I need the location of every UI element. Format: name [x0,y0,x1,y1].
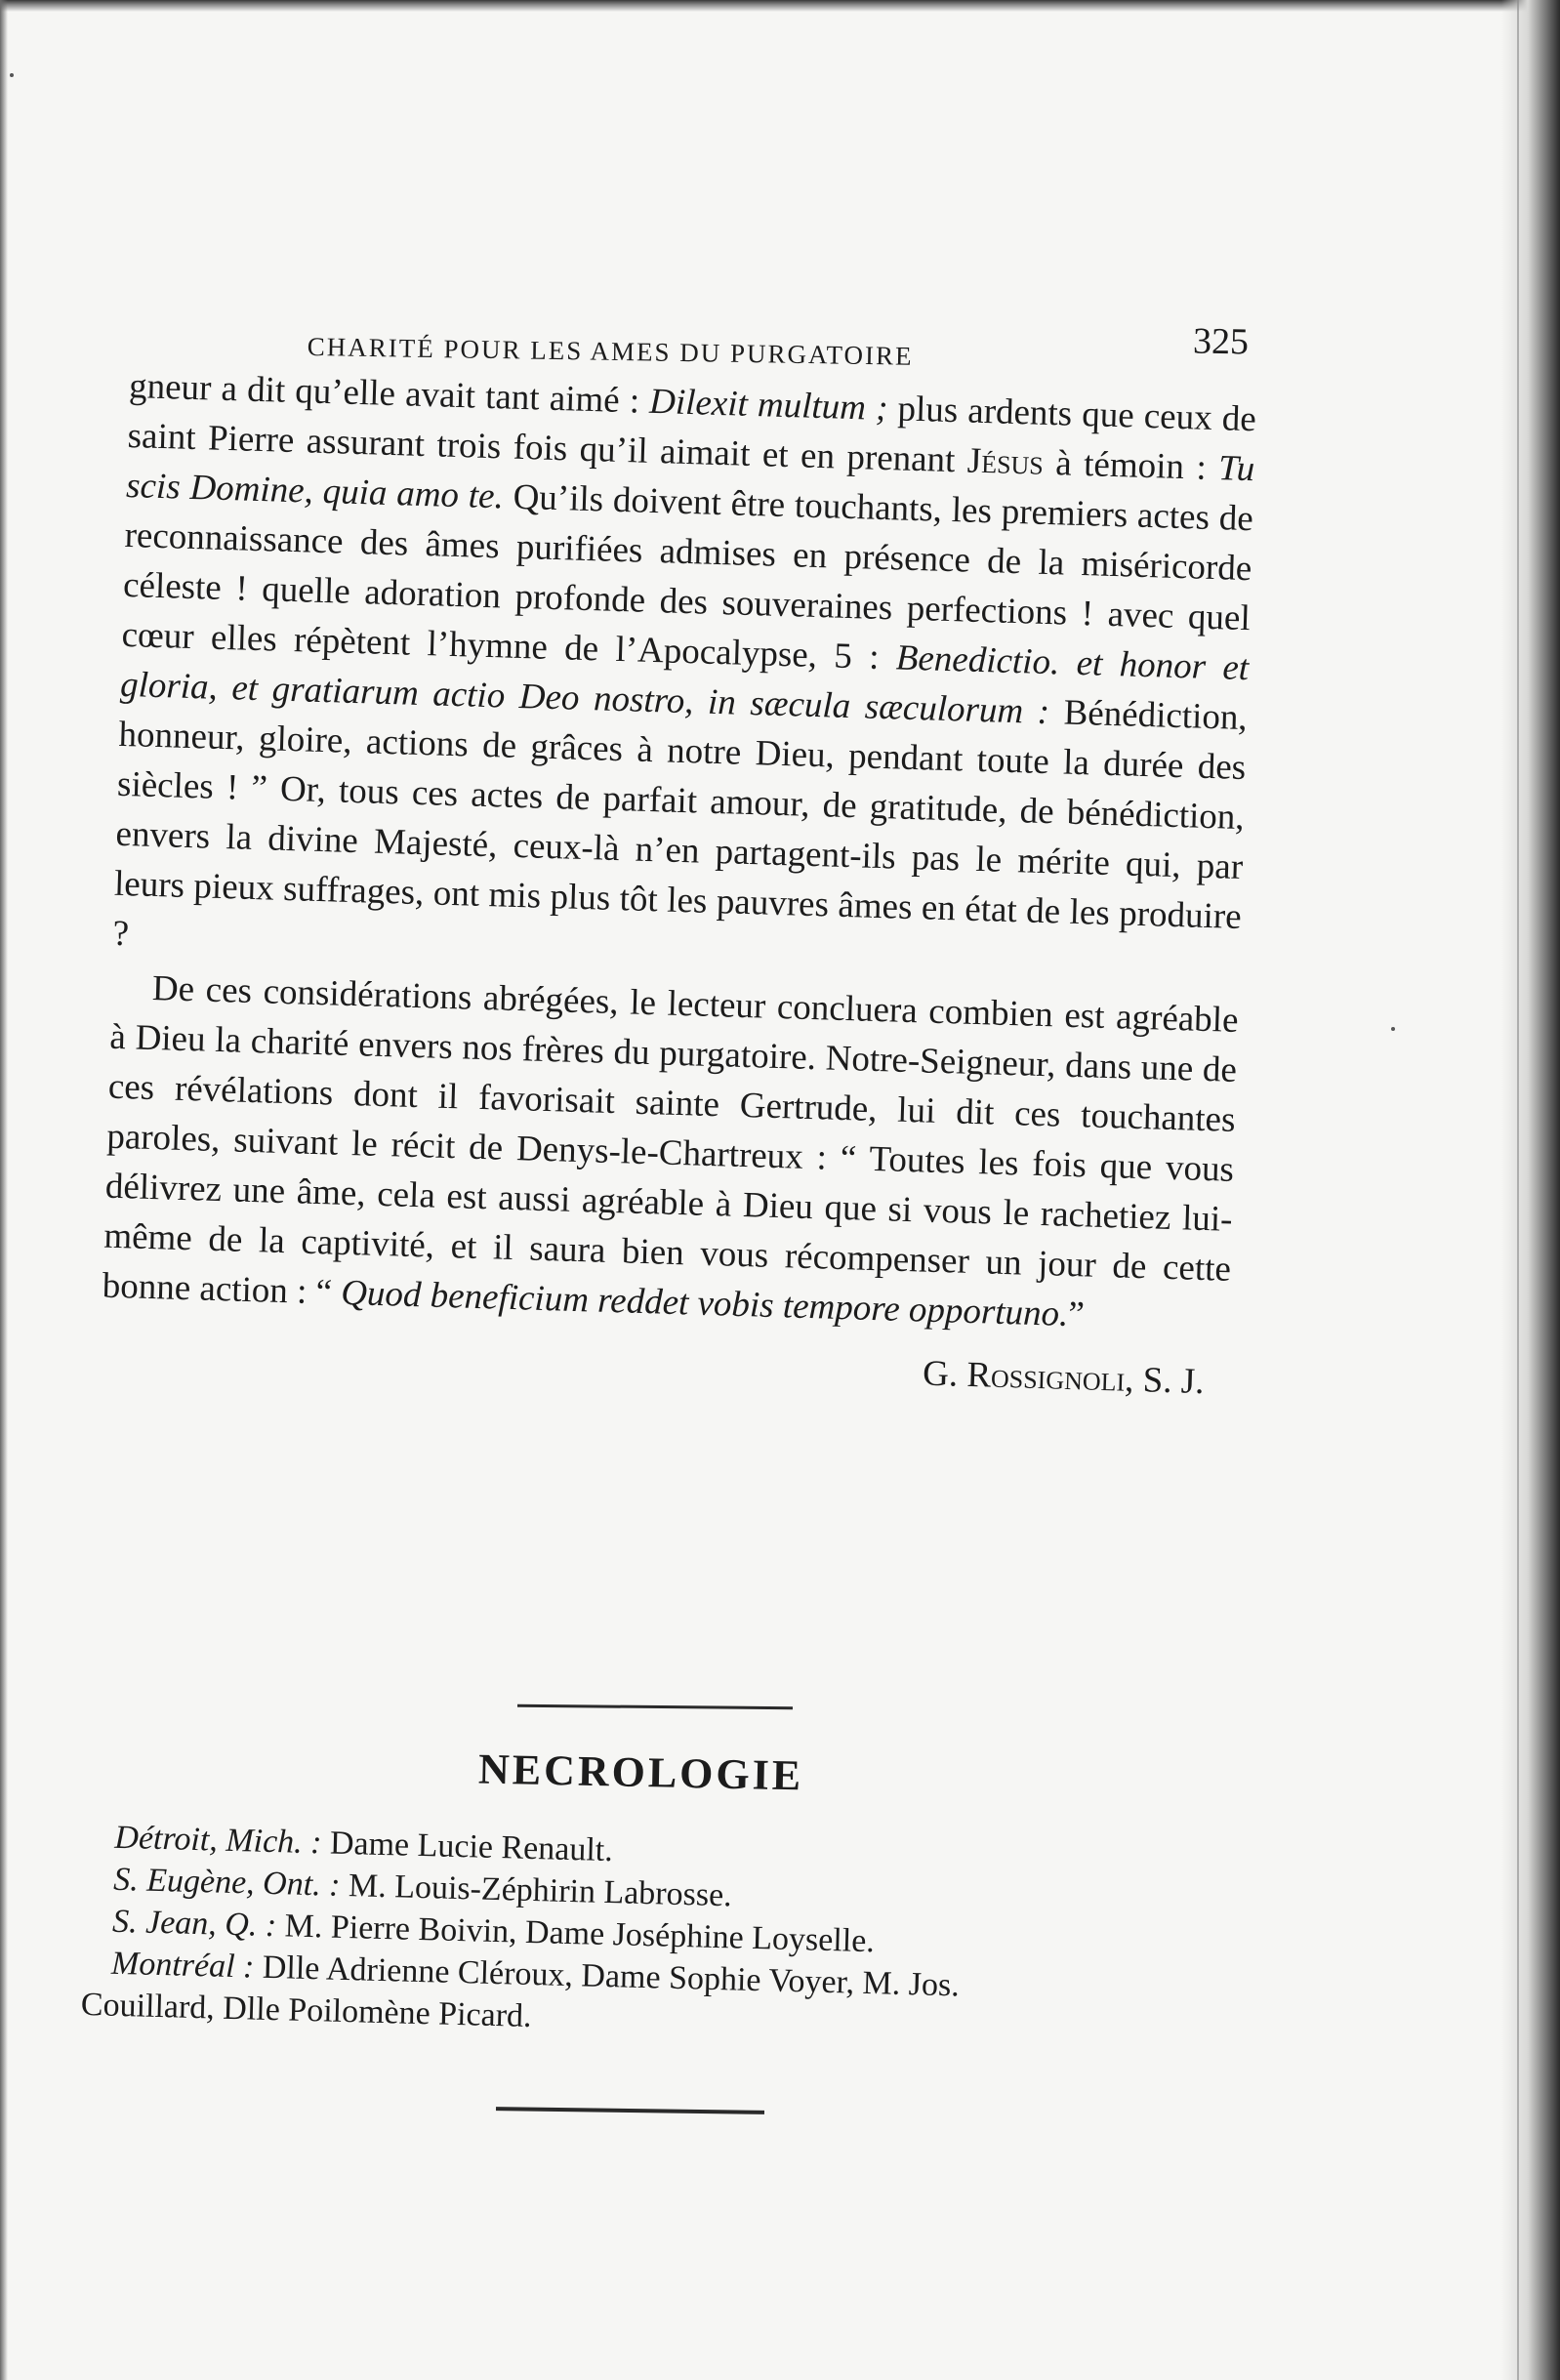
scan-left-edge [0,0,8,2380]
entry-place: Montréal : [110,1945,255,1986]
p2-latin-1: Quod beneficium reddet vobis tempore opportuno. [340,1272,1069,1334]
scan-speck [1391,1027,1395,1031]
entry-names: M. Louis-Zéphirin Labrosse. [340,1867,733,1914]
signature-initial: G. [922,1353,968,1395]
p1-latin-2: Tu scis Domine, quia amo te. [125,448,1255,517]
p1-text-5: Bénédiction, honneur, gloire, actions de grâces à notre Dieu, pendant toute la durée des siècles ! ” Or, tous ces actes de parfait amour, de gratitude, de bénédiction, envers la divine Majesté, ceux-là n’en partagent-ils pas le mérite qui, par leurs pieux suffrages, ont mis plus tôt les pauvres âmes en état de les produire ? [111,692,1249,955]
entry-place: Détroit, Mich. : [113,1819,322,1862]
scan-top-edge [0,0,1560,12]
running-title: CHARITÉ POUR LES AMES DU PURGATOIRE [307,332,914,371]
p2-text-1: De ces considérations abrégées, le lecteur concluera combien est agréable à Dieu la charité envers nos frères du purgatoire. Notre-Seigneur, dans une de ces révélations dont il favorisait sainte Gertrude, lui dit ces touchantes paroles, suivant le récit de Denys-le-Chartreux : “ Toutes les fois que vous délivrez une âme, cela est aussi agréable à Dieu que si vous le rachetiez lui-même de la captivité, et il saura bien vous récompenser un jour de cette bonne action : “ [102,967,1240,1313]
p1-latin-3: Benedictio. et honor et gloria, et gratiarum actio Deo nostro, in sæcula sæculorum : [119,637,1250,733]
section-divider [517,1704,793,1709]
end-divider [496,2107,764,2114]
entry-names: M. Pierre Boivin, Dame Joséphine Loyselle. [275,1908,876,1960]
entry-names: Dame Lucie Renault. [321,1825,614,1869]
signature-suffix: , S. J. [1124,1359,1206,1403]
signature-name: Rossignoli [965,1354,1126,1400]
scan-speck [10,73,14,77]
entry-place: S. Eugène, Ont. : [112,1861,341,1904]
paragraph-2 [102,963,1239,1344]
p1-text-2: plus ardents que ceux de saint Pierre assurant trois fois qu’il aimait et en prenant [127,389,1257,481]
scan-right-edge [1501,0,1560,2380]
entry-place: S. Jean, Q. : [111,1903,277,1945]
necrologie-list [80,1816,1193,2055]
p1-latin-1: Dilexit multum ; [648,381,889,430]
p1-text-1: gneur a dit qu’elle avait tant aimé : [128,365,650,422]
p2-text-2: ” [1067,1293,1086,1335]
necrologie-entry-continuation: Couillard, Dlle Poilomène Picard. [80,1986,533,2035]
necrologie-title: NECROLOGIE [477,1744,804,1800]
p1-text-3: à témoin : [1043,442,1219,489]
scan-binding-line [1517,0,1519,2380]
page-number: 325 [1192,320,1250,363]
p1-text-4: Qu’ils doivent être touchants, les premiers actes de reconnaissance des âmes purifiées admises en présence de la miséricorde céleste ! quelle adoration profonde des souveraines perfections ! avec quel cœur elles répètent l’hymne de l’Apocalypse, 5 : [121,476,1254,678]
main-text [100,361,1256,1408]
paragraph-1 [112,361,1257,992]
entry-names: Dlle Adrienne Cléroux, Dame Sophie Voyer, M. Jos. [253,1949,961,2004]
p1-jesus: Jésus [966,440,1045,483]
